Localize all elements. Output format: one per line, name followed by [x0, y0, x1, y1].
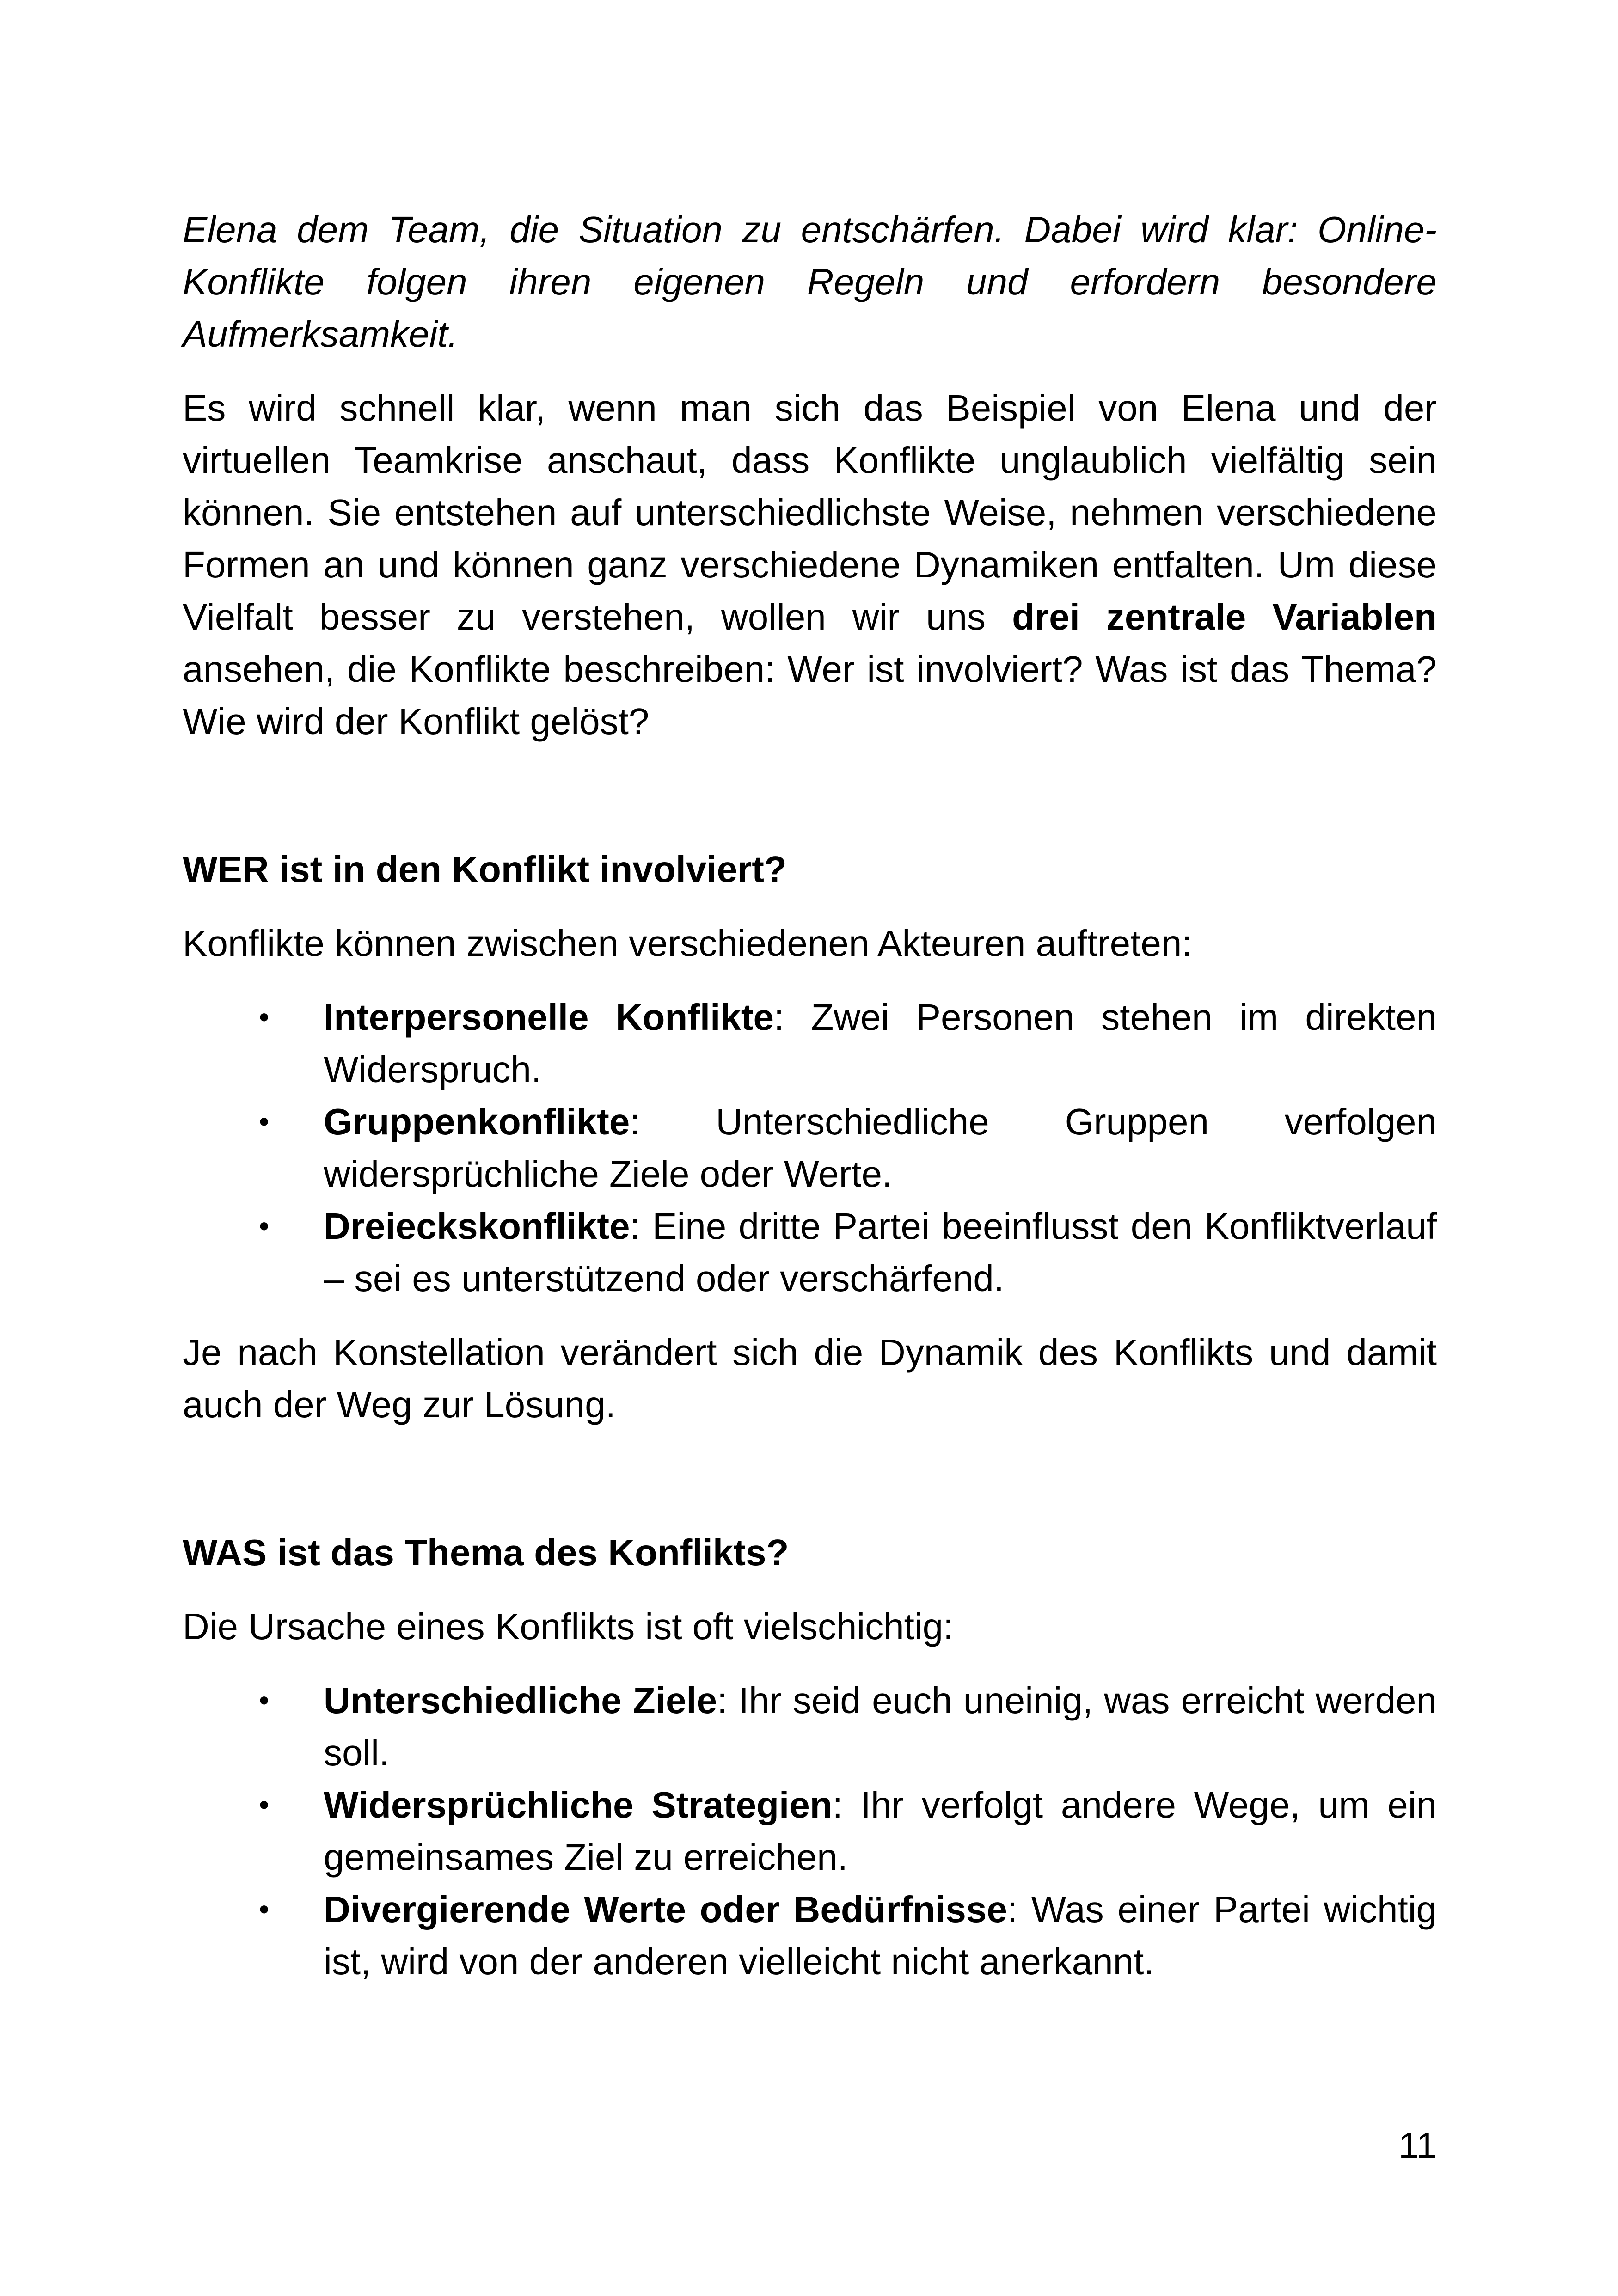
list-item-text: : Unterschiedliche Gruppen verfolgen widersprüchliche Ziele oder Werte.	[324, 1101, 1437, 1194]
bullet-list-was	[183, 1674, 1437, 1988]
list-item-term: Gruppenkonflikte	[324, 1101, 630, 1142]
list-item	[183, 1779, 1437, 1883]
outro-paragraph-wer: Je nach Konstellation verändert sich die Dynamik des Konflikts und damit auch der Weg zur Lösung.	[183, 1332, 1437, 1425]
paragraph-variables-before: Es wird schnell klar, wenn man sich das Beispiel von Elena und der virtuellen Teamkrise anschaut, dass Konflikte unglaublich vielfältig sein können. Sie entstehen auf unterschiedlichste Weise, nehmen verschiedene Formen an und können ganz verschiedene Dynamiken entfalten. Um diese Vielfalt besser zu verstehen, wollen wir uns	[183, 387, 1437, 637]
bullet-icon: •	[259, 1105, 270, 1138]
lead-paragraph-wer: Konflikte können zwischen verschiedenen Akteuren auftreten:	[183, 923, 1192, 964]
bullet-icon: •	[259, 1892, 270, 1926]
list-item	[183, 1883, 1437, 1988]
list-item	[183, 1096, 1437, 1200]
lead-paragraph-was: Die Ursache eines Konflikts ist oft vielschichtig:	[183, 1606, 954, 1647]
intro-paragraph: Elena dem Team, die Situation zu entschärfen. Dabei wird klar: Online-Konflikte folgen ihren eigenen Regeln und erfordern besondere Aufmerksamkeit.	[183, 209, 1437, 355]
bullet-icon: •	[259, 1684, 270, 1717]
list-item	[183, 991, 1437, 1096]
list-item-text: : Zwei Personen stehen im direkten Widerspruch.	[324, 997, 1437, 1090]
page-number: 11	[1398, 2125, 1437, 2166]
list-item	[183, 1674, 1437, 1779]
list-item-term: Dreieckskonflikte	[324, 1206, 630, 1247]
list-item-text: : Ihr verfolgt andere Wege, um ein gemeinsames Ziel zu erreichen.	[324, 1784, 1437, 1878]
bullet-icon: •	[259, 1209, 270, 1243]
list-item-term: Divergierende Werte oder Bedürfnisse	[324, 1889, 1007, 1930]
paragraph-variables-after: ansehen, die Konflikte beschreiben: Wer ist involviert? Was ist das Thema? Wie wird der Konflikt gelöst?	[183, 649, 1437, 742]
section-heading-wer: WER ist in den Konflikt involviert?	[183, 849, 787, 890]
paragraph-variables-bold: drei zentrale Variablen	[1012, 596, 1437, 637]
list-item-text: : Was einer Partei wichtig ist, wird von der anderen vielleicht nicht anerkannt.	[324, 1889, 1437, 1982]
bullet-icon: •	[259, 1000, 270, 1034]
list-item-text: : Eine dritte Partei beeinflusst den Konfliktverlauf – sei es unterstützend oder verschärfend.	[324, 1206, 1437, 1299]
list-item-term: Widersprüchliche Strategien	[324, 1784, 833, 1825]
list-item	[183, 1200, 1437, 1304]
list-item-text: : Ihr seid euch uneinig, was erreicht werden soll.	[324, 1680, 1437, 1773]
section-heading-was: WAS ist das Thema des Konflikts?	[183, 1532, 789, 1573]
bullet-list-wer	[183, 991, 1437, 1304]
list-item-term: Interpersonelle Konflikte	[324, 997, 774, 1038]
paragraph-variables	[183, 382, 1437, 747]
list-item-term: Unterschiedliche Ziele	[324, 1680, 717, 1721]
bullet-icon: •	[259, 1788, 270, 1821]
